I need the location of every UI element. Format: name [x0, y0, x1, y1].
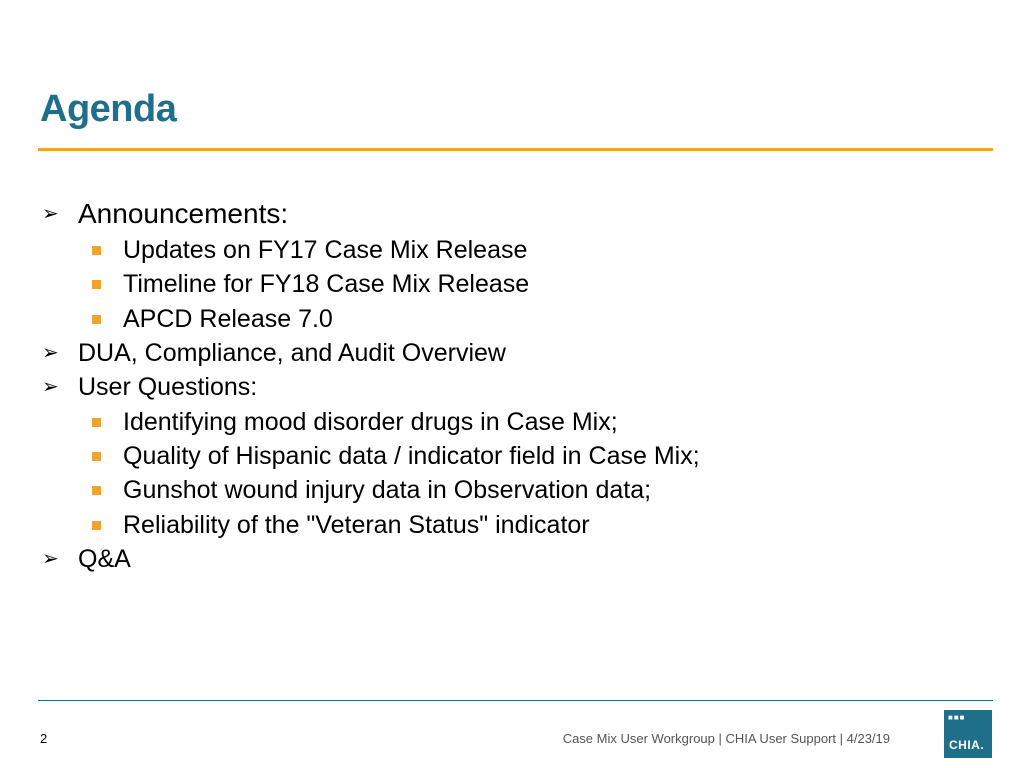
footer-text: Case Mix User Workgroup | CHIA User Support | 4/23/19 — [562, 731, 890, 746]
chia-logo — [944, 710, 992, 758]
arrow-bullet-icon: ➢ — [42, 376, 59, 399]
sub-item-label: Updates on FY17 Case Mix Release — [123, 236, 528, 264]
sub-item — [40, 233, 980, 267]
square-bullet-icon — [92, 418, 101, 427]
sub-item — [40, 302, 980, 336]
footer-divider — [38, 700, 993, 701]
arrow-bullet-icon: ➢ — [42, 203, 59, 225]
agenda-item-dua — [40, 336, 980, 371]
logo-dots-icon: ■■■ — [948, 713, 966, 722]
sub-item — [40, 508, 980, 542]
sub-item-label: Gunshot wound injury data in Observation data; — [123, 476, 652, 505]
agenda-item-qa — [40, 542, 980, 577]
page-number: 2 — [40, 731, 48, 746]
agenda-item-announcements — [40, 195, 980, 233]
sub-item-label: Quality of Hispanic data / indicator field in Case Mix; — [123, 442, 700, 471]
agenda-item-label: User Questions: — [78, 373, 258, 402]
sub-item — [40, 267, 980, 301]
logo-text: CHIA. — [949, 738, 985, 752]
square-bullet-icon — [92, 246, 101, 255]
sub-item — [40, 405, 980, 439]
agenda-list — [40, 195, 980, 577]
square-bullet-icon — [92, 521, 101, 530]
agenda-item-label: Q&A — [78, 545, 131, 574]
square-bullet-icon — [92, 452, 101, 461]
square-bullet-icon — [92, 315, 101, 324]
agenda-item-label: DUA, Compliance, and Audit Overview — [78, 338, 506, 367]
title-divider — [38, 148, 993, 151]
slide-title: Agenda — [40, 88, 177, 130]
agenda-item-user-questions — [40, 370, 980, 405]
sub-item — [40, 473, 980, 507]
arrow-bullet-icon: ➢ — [42, 548, 59, 571]
sub-item-label: Reliability of the "Veteran Status" indicator — [123, 510, 590, 539]
sub-item — [40, 439, 980, 473]
square-bullet-icon — [92, 486, 101, 495]
agenda-item-label: Announcements: — [78, 198, 289, 229]
arrow-bullet-icon: ➢ — [42, 341, 59, 364]
sub-item-label: Identifying mood disorder drugs in Case Mix; — [123, 407, 618, 436]
square-bullet-icon — [92, 280, 101, 289]
sub-item-label: Timeline for FY18 Case Mix Release — [123, 270, 530, 299]
sub-item-label: APCD Release 7.0 — [123, 304, 333, 333]
